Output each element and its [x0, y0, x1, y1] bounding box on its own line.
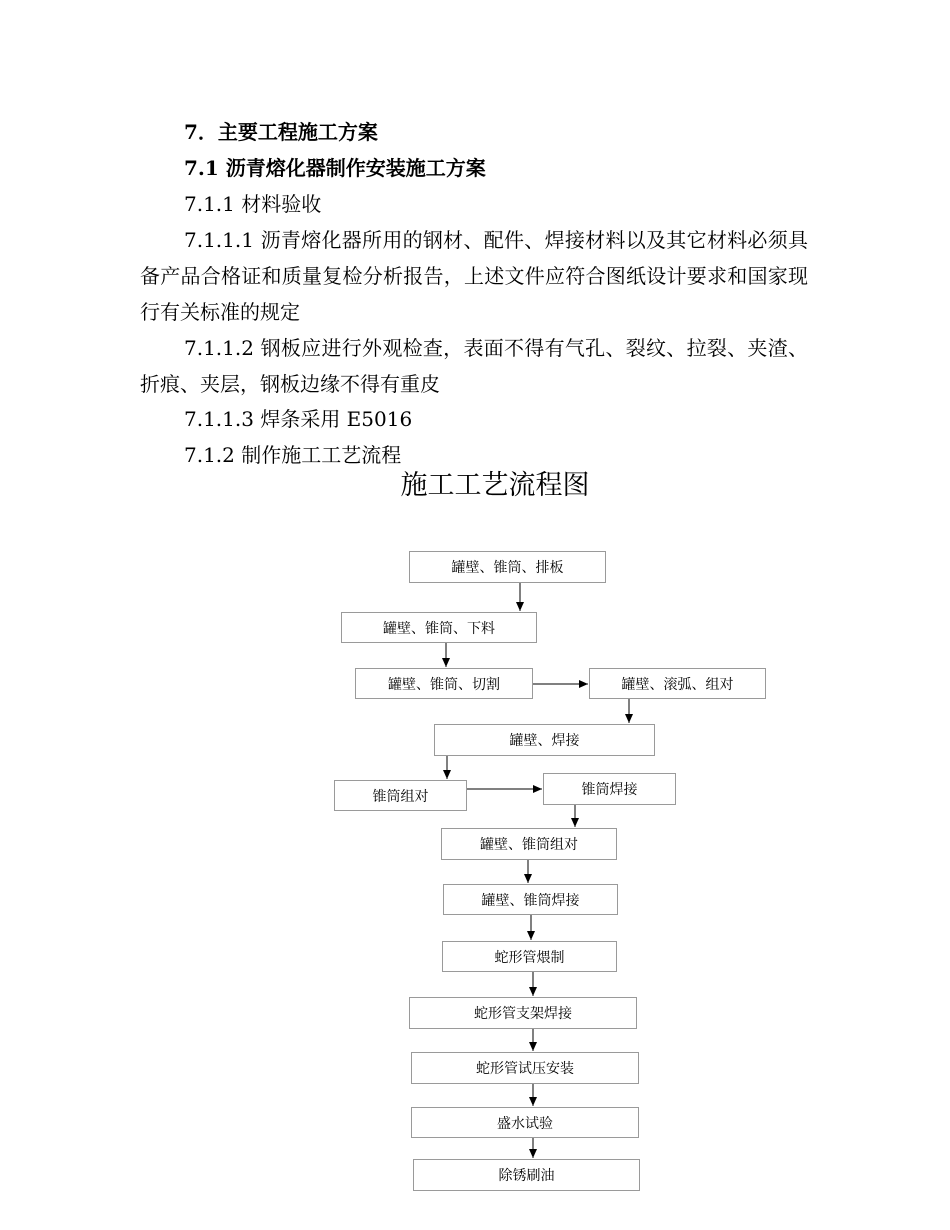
flow-step-3: 罐壁、锥筒、切割 [355, 668, 533, 699]
section-heading-7: 7．主要工程施工方案 [184, 120, 378, 144]
flow-step-8: 罐壁、锥筒组对 [441, 828, 617, 860]
paragraph-7-1-1-1: 7.1.1.1 沥青熔化器所用的钢材、配件、焊接材料以及其它材料必须具备产品合格证和质量复检分析报告，上述文件应符合图纸设计要求和国家现行有关标准的规定 [140, 228, 808, 324]
flow-step-6: 锥筒组对 [334, 780, 467, 811]
paragraph-7-1-1-3: 7.1.1.3 焊条采用 E5016 [184, 407, 413, 431]
flow-step-1: 罐壁、锥筒、排板 [409, 551, 606, 583]
flow-step-10: 蛇形管煨制 [442, 941, 617, 972]
flow-step-7: 锥筒焊接 [543, 773, 676, 805]
flow-step-4: 罐壁、滚弧、组对 [589, 668, 766, 699]
flow-step-9: 罐壁、锥筒焊接 [443, 884, 618, 915]
section-heading-7-1-1: 7.1.1 材料验收 [184, 192, 322, 216]
section-heading-7-1: 7.1 沥青熔化器制作安装施工方案 [184, 156, 486, 180]
flow-step-12: 蛇形管试压安装 [411, 1052, 639, 1084]
paragraph-7-1-1-2: 7.1.1.2 钢板应进行外观检查，表面不得有气孔、裂纹、拉裂、夹渣、折痕、夹层，钢板边缘不得有重皮 [140, 336, 808, 396]
section-heading-7-1-2: 7.1.2 制作施工工艺流程 [184, 443, 402, 467]
flow-step-11: 蛇形管支架焊接 [409, 997, 637, 1029]
flow-step-13: 盛水试验 [411, 1107, 639, 1138]
flowchart-title: 施工工艺流程图 [400, 470, 590, 501]
flow-step-5: 罐壁、焊接 [434, 724, 655, 756]
flow-step-2: 罐壁、锥筒、下料 [341, 612, 537, 643]
flow-step-14: 除锈刷油 [413, 1159, 640, 1191]
